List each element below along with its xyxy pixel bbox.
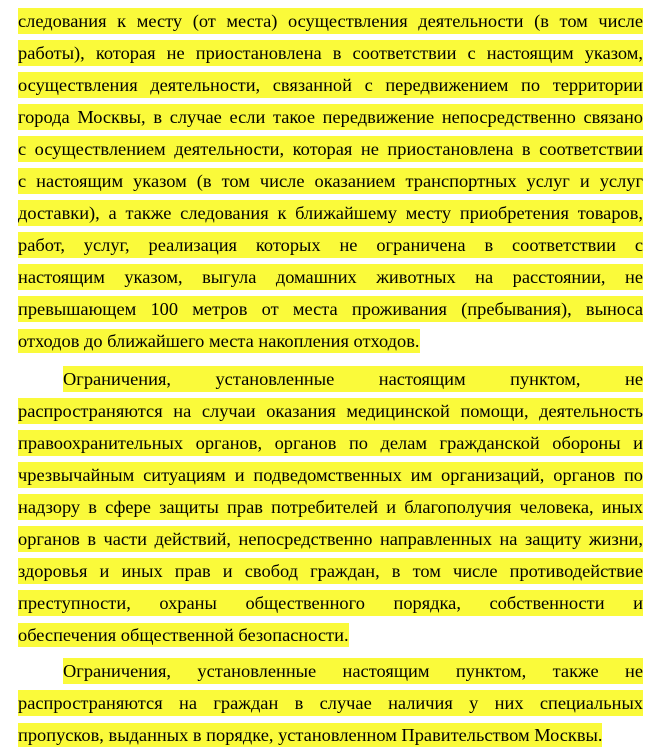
text-line [18, 325, 643, 357]
highlighted-text: распространяются на граждан в случае наличия у них специальных [18, 690, 643, 716]
highlighted-text: работ, услуг, реализация которых не ограничена в соответствии с [18, 232, 643, 258]
highlighted-text: здоровья и иных прав и свобод граждан, в том числе противодействие [18, 558, 643, 584]
text-line [18, 587, 643, 619]
highlighted-text: обеспечения общественной безопасности. [18, 625, 349, 645]
highlighted-text: преступности, охраны общественного порядка, собственности и [18, 590, 643, 616]
text-line [18, 427, 643, 459]
highlighted-text: Ограничения, установленные настоящим пунктом, также не [63, 658, 643, 684]
highlighted-text: следования к месту (от места) осуществления деятельности (в том числе [18, 8, 643, 34]
text-line [18, 619, 643, 651]
text-line [18, 229, 643, 261]
text-line [18, 395, 643, 427]
text-line [18, 293, 643, 325]
text-line [18, 261, 643, 293]
highlighted-text: правоохранительных органов, органов по делам гражданской обороны и [18, 430, 643, 456]
text-line [18, 197, 643, 229]
text-line [63, 655, 643, 687]
text-line [18, 491, 643, 523]
highlighted-text: надзору в сфере защиты прав потребителей и благополучия человека, иных [18, 494, 643, 520]
text-line [18, 101, 643, 133]
text-line [18, 69, 643, 101]
highlighted-text: настоящим указом, выгула домашних животных на расстоянии, не [18, 264, 643, 290]
highlighted-text: чрезвычайным ситуациям и подведомственных им организаций, органов по [18, 462, 643, 488]
highlighted-text: отходов до ближайшего места накопления отходов. [18, 331, 420, 351]
text-line [18, 165, 643, 197]
highlighted-text: органов в части действий, непосредственно направленных на защиту жизни, [18, 526, 643, 552]
text-line [18, 555, 643, 587]
text-line [18, 687, 643, 719]
highlighted-text: пропусков, выданных в порядке, установленном Правительством Москвы. [18, 725, 603, 745]
highlighted-text: с настоящим указом (в том числе оказанием транспортных услуг и услуг [18, 168, 643, 194]
highlighted-text: Ограничения, установленные настоящим пунктом, не [63, 366, 643, 392]
highlighted-text: работы), которая не приостановлена в соответствии с настоящим указом, [18, 40, 643, 66]
highlighted-text: распространяются на случаи оказания медицинской помощи, деятельность [18, 398, 643, 424]
text-line [18, 133, 643, 165]
highlighted-text: осуществления деятельности, связанной с передвижением по территории [18, 72, 643, 98]
text-line [18, 459, 643, 491]
highlighted-text: города Москвы, в случае если такое передвижение непосредственно связано [18, 104, 643, 130]
highlighted-text: с осуществлением деятельности, которая не приостановлена в соответствии [18, 136, 643, 162]
text-line [18, 5, 643, 37]
text-line [63, 363, 643, 395]
text-line [18, 719, 643, 751]
highlighted-text: доставки), а также следования к ближайшему месту приобретения товаров, [18, 200, 643, 226]
highlighted-text: превышающем 100 метров от места проживания (пребывания), выноса [18, 296, 643, 322]
text-line [18, 523, 643, 555]
text-line [18, 37, 643, 69]
